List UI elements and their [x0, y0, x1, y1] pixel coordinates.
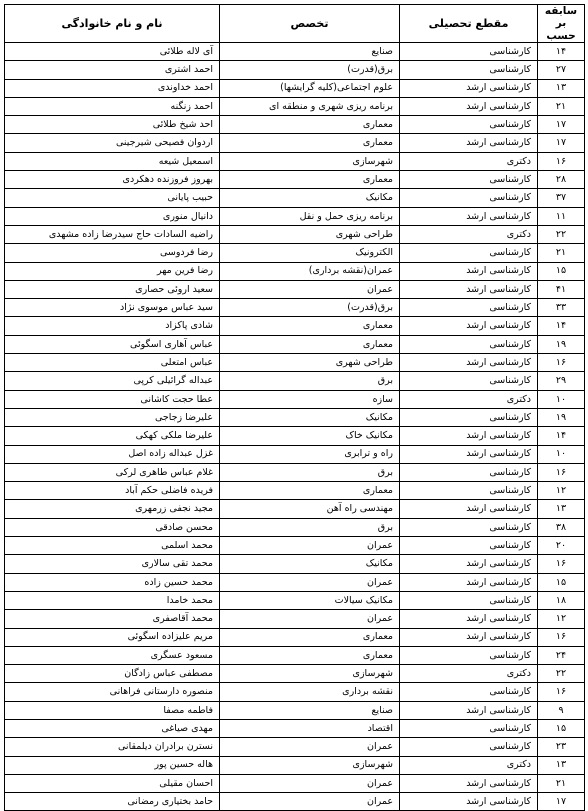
table-row [5, 774, 585, 792]
cell-experience: ۱۹ [538, 408, 585, 426]
cell-name: غلام عباس طاهری لرکی [5, 463, 220, 481]
table-row [5, 591, 585, 609]
cell-name: محمد اسلمی [5, 537, 220, 555]
cell-experience: ۱۳ [538, 756, 585, 774]
cell-specialty: مکانیک [220, 189, 400, 207]
cell-specialty: عمران [220, 537, 400, 555]
table-row [5, 189, 585, 207]
cell-name: احسان مقیلی [5, 774, 220, 792]
cell-specialty: صنایع [220, 701, 400, 719]
cell-degree: کارشناسی [400, 408, 538, 426]
table-row [5, 152, 585, 170]
cell-name: عطا حجت کاشانی [5, 390, 220, 408]
cell-degree: کارشناسی [400, 591, 538, 609]
cell-degree: کارشناسی ارشد [400, 79, 538, 97]
table-row [5, 646, 585, 664]
cell-specialty: برنامه ریزی حمل و نقل [220, 207, 400, 225]
cell-specialty: شهرسازی [220, 756, 400, 774]
header-name: نام و نام خانوادگی [5, 5, 220, 43]
cell-degree: کارشناسی [400, 646, 538, 664]
cell-degree: دکتری [400, 756, 538, 774]
cell-specialty: برق [220, 372, 400, 390]
cell-name: سید عباس موسوی نژاد [5, 299, 220, 317]
table-row [5, 500, 585, 518]
table-row [5, 573, 585, 591]
cell-degree: کارشناسی ارشد [400, 317, 538, 335]
cell-specialty: عمران [220, 774, 400, 792]
cell-name: غزل عبداله زاده اصل [5, 445, 220, 463]
cell-experience: ۱۶ [538, 152, 585, 170]
cell-specialty: مکانیک [220, 555, 400, 573]
table-row [5, 134, 585, 152]
cell-name: حبیب پایانی [5, 189, 220, 207]
cell-specialty: صنایع [220, 43, 400, 61]
table-row [5, 445, 585, 463]
cell-experience: ۴۱ [538, 280, 585, 298]
table-row [5, 683, 585, 701]
table-row [5, 299, 585, 317]
cell-degree: کارشناسی [400, 335, 538, 353]
cell-experience: ۲۰ [538, 537, 585, 555]
cell-experience: ۱۶ [538, 628, 585, 646]
cell-degree: کارشناسی ارشد [400, 280, 538, 298]
table-row [5, 61, 585, 79]
cell-experience: ۱۵ [538, 262, 585, 280]
cell-name: محمد تقی سالاری [5, 555, 220, 573]
cell-experience: ۱۴ [538, 43, 585, 61]
cell-specialty: معماری [220, 335, 400, 353]
table-header [5, 5, 585, 43]
cell-specialty: عمران [220, 610, 400, 628]
cell-specialty: برق [220, 518, 400, 536]
table-row [5, 701, 585, 719]
table-row [5, 171, 585, 189]
cell-degree: کارشناسی ارشد [400, 500, 538, 518]
cell-experience: ۱۸ [538, 591, 585, 609]
cell-name: احمد زنگنه [5, 97, 220, 115]
cell-degree: دکتری [400, 390, 538, 408]
cell-name: مریم علیزاده اسگوئی [5, 628, 220, 646]
table-row [5, 280, 585, 298]
cell-degree: کارشناسی [400, 43, 538, 61]
cell-degree: دکتری [400, 152, 538, 170]
cell-name: هاله حسین پور [5, 756, 220, 774]
cell-name: محمد خامدا [5, 591, 220, 609]
cell-specialty: نقشه برداری [220, 683, 400, 701]
cell-name: مسعود عسگری [5, 646, 220, 664]
table-row [5, 262, 585, 280]
header-row [5, 5, 585, 43]
cell-name: علیرضا زجاجی [5, 408, 220, 426]
cell-experience: ۲۲ [538, 225, 585, 243]
cell-specialty: شهرسازی [220, 152, 400, 170]
cell-name: مصطفی عباس زادگان [5, 665, 220, 683]
cell-specialty: عمران(نقشه برداری) [220, 262, 400, 280]
cell-experience: ۱۰ [538, 445, 585, 463]
cell-degree: کارشناسی [400, 61, 538, 79]
header-experience: سابقه بر حسب [538, 5, 585, 43]
cell-name: احد شیخ طلائی [5, 116, 220, 134]
cell-specialty: طراحی شهری [220, 354, 400, 372]
table-row [5, 463, 585, 481]
table-row [5, 628, 585, 646]
cell-degree: کارشناسی [400, 683, 538, 701]
cell-degree: کارشناسی ارشد [400, 97, 538, 115]
cell-specialty: معماری [220, 646, 400, 664]
cell-specialty: راه و ترابری [220, 445, 400, 463]
cell-specialty: مکانیک سیالات [220, 591, 400, 609]
cell-experience: ۱۳ [538, 79, 585, 97]
table-row [5, 335, 585, 353]
cell-name: عباس آهاری اسگوئی [5, 335, 220, 353]
cell-specialty: شهرسازی [220, 665, 400, 683]
table-row [5, 756, 585, 774]
table-row [5, 79, 585, 97]
cell-specialty: برق(قدرت) [220, 61, 400, 79]
cell-experience: ۳۳ [538, 299, 585, 317]
cell-name: بهروز فروزنده دهکردی [5, 171, 220, 189]
header-degree: مقطع تحصیلی [400, 5, 538, 43]
table-row [5, 372, 585, 390]
cell-experience: ۱۳ [538, 500, 585, 518]
table-row [5, 427, 585, 445]
cell-experience: ۱۴ [538, 427, 585, 445]
table-row [5, 793, 585, 811]
cell-experience: ۱۷ [538, 793, 585, 811]
cell-specialty: معماری [220, 482, 400, 500]
table-row [5, 225, 585, 243]
cell-degree: کارشناسی ارشد [400, 262, 538, 280]
cell-experience: ۱۵ [538, 573, 585, 591]
cell-specialty: سازه [220, 390, 400, 408]
cell-experience: ۲۱ [538, 244, 585, 262]
cell-name: احمد خداوندی [5, 79, 220, 97]
cell-experience: ۱۵ [538, 719, 585, 737]
cell-name: شادی پاکزاد [5, 317, 220, 335]
table-row [5, 665, 585, 683]
cell-specialty: طراحی شهری [220, 225, 400, 243]
cell-name: فاطمه مصفا [5, 701, 220, 719]
cell-degree: کارشناسی ارشد [400, 701, 538, 719]
cell-experience: ۲۷ [538, 61, 585, 79]
cell-experience: ۱۶ [538, 555, 585, 573]
cell-specialty: معماری [220, 134, 400, 152]
cell-degree: کارشناسی ارشد [400, 793, 538, 811]
cell-experience: ۱۶ [538, 683, 585, 701]
table-row [5, 207, 585, 225]
header-specialty: تخصص [220, 5, 400, 43]
cell-experience: ۱۶ [538, 354, 585, 372]
cell-experience: ۱۶ [538, 463, 585, 481]
cell-degree: کارشناسی ارشد [400, 774, 538, 792]
cell-name: فریده فاضلی حکم آباد [5, 482, 220, 500]
cell-specialty: عمران [220, 738, 400, 756]
cell-experience: ۱۲ [538, 610, 585, 628]
cell-name: محمد حسین زاده [5, 573, 220, 591]
cell-name: علیرضا ملکی کهکی [5, 427, 220, 445]
cell-degree: کارشناسی ارشد [400, 610, 538, 628]
table-row [5, 555, 585, 573]
cell-experience: ۱۴ [538, 317, 585, 335]
table-row [5, 537, 585, 555]
cell-degree: کارشناسی ارشد [400, 573, 538, 591]
cell-specialty: برنامه ریزی شهری و منطقه ای [220, 97, 400, 115]
cell-specialty: برق [220, 463, 400, 481]
table-row [5, 244, 585, 262]
cell-specialty: معماری [220, 116, 400, 134]
table-row [5, 482, 585, 500]
cell-degree: کارشناسی [400, 537, 538, 555]
cell-name: مجید نجفی زرمهری [5, 500, 220, 518]
cell-specialty: مکانیک [220, 408, 400, 426]
cell-experience: ۱۹ [538, 335, 585, 353]
table-row [5, 719, 585, 737]
cell-specialty: معماری [220, 628, 400, 646]
cell-experience: ۱۲ [538, 482, 585, 500]
cell-experience: ۲۴ [538, 646, 585, 664]
cell-degree: کارشناسی [400, 244, 538, 262]
cell-specialty: مکانیک خاک [220, 427, 400, 445]
table-row [5, 390, 585, 408]
cell-experience: ۲۸ [538, 171, 585, 189]
cell-degree: کارشناسی [400, 171, 538, 189]
cell-name: مهدی صیاغی [5, 719, 220, 737]
cell-name: اردوان فصیحی شیرجینی [5, 134, 220, 152]
cell-experience: ۳۸ [538, 518, 585, 536]
cell-specialty: معماری [220, 171, 400, 189]
cell-specialty: عمران [220, 793, 400, 811]
cell-degree: کارشناسی ارشد [400, 134, 538, 152]
cell-experience: ۲۱ [538, 774, 585, 792]
cell-experience: ۳۷ [538, 189, 585, 207]
cell-experience: ۲۱ [538, 97, 585, 115]
cell-experience: ۲۳ [538, 738, 585, 756]
cell-name: رضا فردوسی [5, 244, 220, 262]
cell-degree: کارشناسی ارشد [400, 445, 538, 463]
cell-degree: کارشناسی [400, 372, 538, 390]
table-row [5, 610, 585, 628]
cell-experience: ۲۲ [538, 665, 585, 683]
cell-name: اسمعیل شیعه [5, 152, 220, 170]
cell-specialty: عمران [220, 573, 400, 591]
cell-specialty: عمران [220, 280, 400, 298]
cell-degree: کارشناسی [400, 116, 538, 134]
table-row [5, 518, 585, 536]
cell-degree: کارشناسی [400, 463, 538, 481]
cell-name: راضیه السادات حاج سیدرضا زاده مشهدی [5, 225, 220, 243]
cell-specialty: معماری [220, 317, 400, 335]
table-row [5, 97, 585, 115]
cell-name: نسترن برادران دیلمقانی [5, 738, 220, 756]
cell-degree: کارشناسی [400, 719, 538, 737]
cell-degree: کارشناسی [400, 299, 538, 317]
cell-degree: کارشناسی ارشد [400, 427, 538, 445]
cell-degree: کارشناسی ارشد [400, 555, 538, 573]
cell-degree: دکتری [400, 225, 538, 243]
personnel-table [4, 4, 585, 811]
table-row [5, 43, 585, 61]
cell-name: منصوره دارستانی فراهانی [5, 683, 220, 701]
cell-specialty: اقتصاد [220, 719, 400, 737]
cell-experience: ۱۱ [538, 207, 585, 225]
table-row [5, 317, 585, 335]
cell-name: احمد اشتری [5, 61, 220, 79]
table-body [5, 43, 585, 811]
cell-name: عبداله گرائیلی کرپی [5, 372, 220, 390]
cell-name: رضا فرین مهر [5, 262, 220, 280]
cell-name: محسن صادقی [5, 518, 220, 536]
cell-name: محمد آقاصفری [5, 610, 220, 628]
cell-degree: کارشناسی [400, 518, 538, 536]
table-row [5, 354, 585, 372]
cell-name: حامد بختیاری رمضانی [5, 793, 220, 811]
cell-specialty: علوم اجتماعی(کلیه گرایشها) [220, 79, 400, 97]
cell-name: آی لاله طلائی [5, 43, 220, 61]
personnel-table-container [4, 4, 584, 811]
cell-degree: کارشناسی [400, 482, 538, 500]
cell-specialty: الکترونیک [220, 244, 400, 262]
cell-degree: دکتری [400, 665, 538, 683]
cell-degree: کارشناسی [400, 189, 538, 207]
cell-name: عباس امتعلی [5, 354, 220, 372]
cell-degree: کارشناسی ارشد [400, 207, 538, 225]
cell-specialty: برق(قدرت) [220, 299, 400, 317]
cell-name: دانیال منوری [5, 207, 220, 225]
cell-name: سعید اروئی حصاری [5, 280, 220, 298]
cell-experience: ۱۰ [538, 390, 585, 408]
cell-experience: ۲۹ [538, 372, 585, 390]
table-row [5, 408, 585, 426]
cell-degree: کارشناسی ارشد [400, 628, 538, 646]
cell-experience: ۹ [538, 701, 585, 719]
table-row [5, 116, 585, 134]
cell-experience: ۱۷ [538, 134, 585, 152]
cell-experience: ۱۷ [538, 116, 585, 134]
cell-degree: کارشناسی [400, 738, 538, 756]
cell-specialty: مهندسی راه آهن [220, 500, 400, 518]
cell-degree: کارشناسی ارشد [400, 354, 538, 372]
table-row [5, 738, 585, 756]
